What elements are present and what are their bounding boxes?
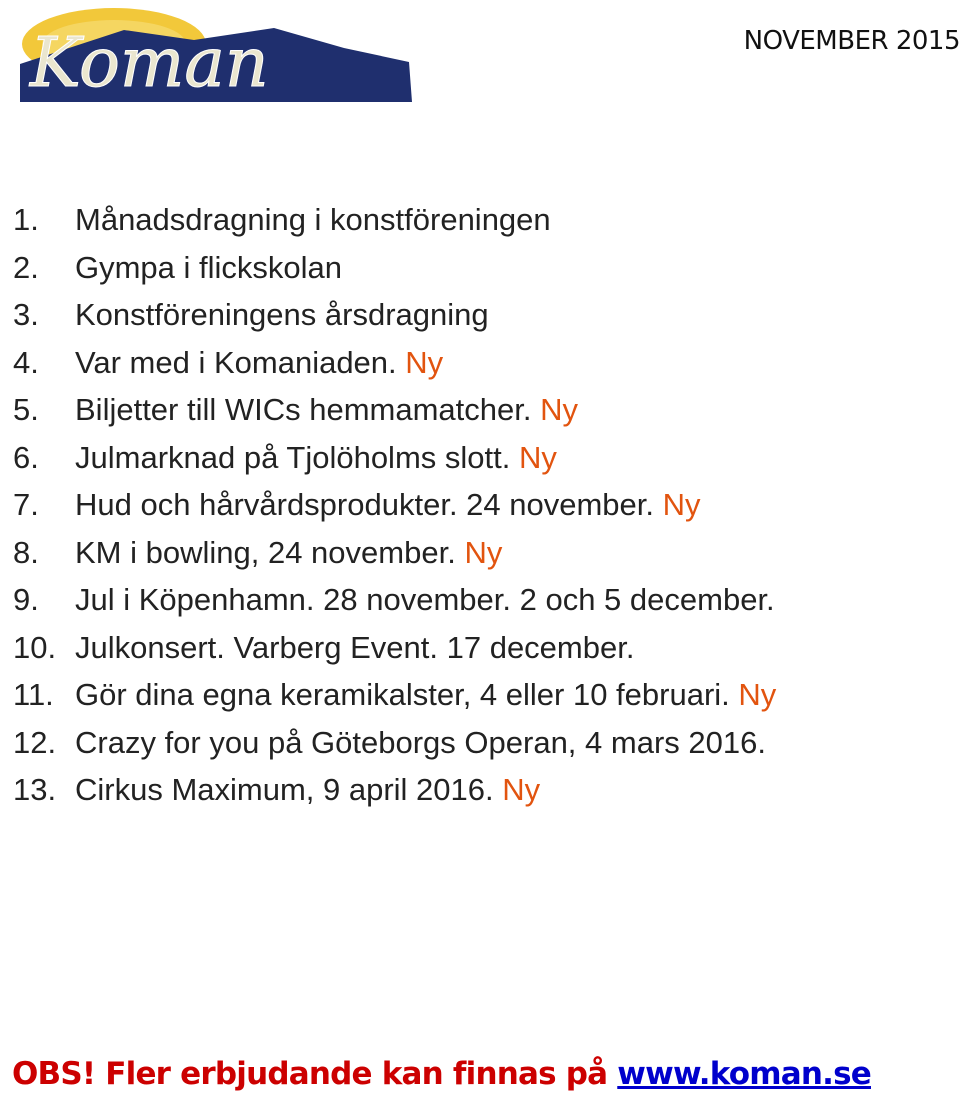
list-item: [13, 719, 953, 767]
list-item-number: 9.: [13, 582, 39, 617]
list-item: [13, 671, 953, 719]
list-item-text: [75, 766, 540, 814]
list-item: [13, 196, 953, 244]
list-item: [13, 386, 953, 434]
list-item-number: 10.: [13, 629, 57, 665]
list-item-label: Månadsdragning i konstföreningen: [75, 202, 551, 237]
list-item-text: [75, 529, 502, 577]
list-item-number: 7.: [13, 487, 39, 522]
list-item-label: Julmarknad på Tjolöholms slott.: [75, 439, 511, 475]
list-item-label: Gympa i flickskolan: [75, 249, 343, 285]
list-item-label: Var med i Komaniaden.: [75, 344, 397, 380]
list-item-number: 1.: [13, 202, 39, 237]
list-item-text: [75, 576, 775, 624]
list-item-label: Cirkus Maximum, 9 april 2016.: [75, 772, 494, 807]
list-item-number: 4.: [13, 344, 39, 380]
list-item-text: [75, 291, 489, 339]
list-item-label: Konstföreningens årsdragning: [75, 297, 489, 332]
list-item-number: 12.: [13, 724, 57, 760]
list-item-number: 8.: [13, 534, 39, 570]
list-item-text: [75, 719, 766, 767]
list-item: [13, 244, 953, 292]
list-item: [13, 434, 953, 482]
list-item: [13, 481, 953, 529]
list-item: [13, 766, 953, 814]
new-badge: Ny: [662, 487, 701, 522]
list-item-label: Jul i Köpenhamn. 28 november. 2 och 5 december.: [75, 582, 775, 617]
list-item: [13, 624, 953, 672]
list-item-number: 11.: [13, 677, 54, 712]
header-date: NOVEMBER 2015: [743, 26, 960, 56]
list-item-text: [75, 386, 578, 434]
list-item-text: [75, 244, 342, 292]
new-badge: Ny: [405, 344, 444, 380]
list-item-text: [75, 481, 701, 529]
list-item-number: 2.: [13, 249, 39, 285]
list-item-text: [75, 624, 634, 672]
list-item-number: 13.: [13, 772, 57, 807]
offer-list: [13, 196, 953, 814]
list-item-label: Hud och hårvårdsprodukter. 24 november.: [75, 487, 655, 522]
list-item-label: Crazy for you på Göteborgs Operan, 4 mars 2016.: [75, 724, 766, 760]
footer-obs-text: OBS! Fler erbjudande kan finnas på: [12, 1056, 608, 1092]
list-item-number: 5.: [13, 392, 39, 427]
list-item-label: KM i bowling, 24 november.: [75, 534, 456, 570]
list-item-number: 3.: [13, 297, 39, 332]
new-badge: Ny: [738, 677, 777, 712]
list-item-label: Gör dina egna keramikalster, 4 eller 10 februari.: [75, 677, 730, 712]
list-item-label: Julkonsert. Varberg Event. 17 december.: [75, 629, 635, 665]
list-item: [13, 339, 953, 387]
list-item: [13, 529, 953, 577]
list-item: [13, 291, 953, 339]
footer-note: [12, 1056, 871, 1092]
list-item-text: [75, 434, 557, 482]
list-item-label: Biljetter till WICs hemmamatcher.: [75, 392, 532, 427]
new-badge: Ny: [502, 772, 541, 807]
list-item-text: [75, 339, 443, 387]
new-badge: Ny: [518, 439, 557, 475]
koman-logo: [14, 4, 414, 108]
list-item-text: [75, 196, 551, 244]
list-item-text: [75, 671, 776, 719]
footer-link[interactable]: www.koman.se: [617, 1056, 871, 1092]
list-item-number: 6.: [13, 439, 39, 475]
new-badge: Ny: [540, 392, 579, 427]
logo-wordmark: Koman: [30, 24, 269, 103]
new-badge: Ny: [464, 534, 503, 570]
list-item: [13, 576, 953, 624]
